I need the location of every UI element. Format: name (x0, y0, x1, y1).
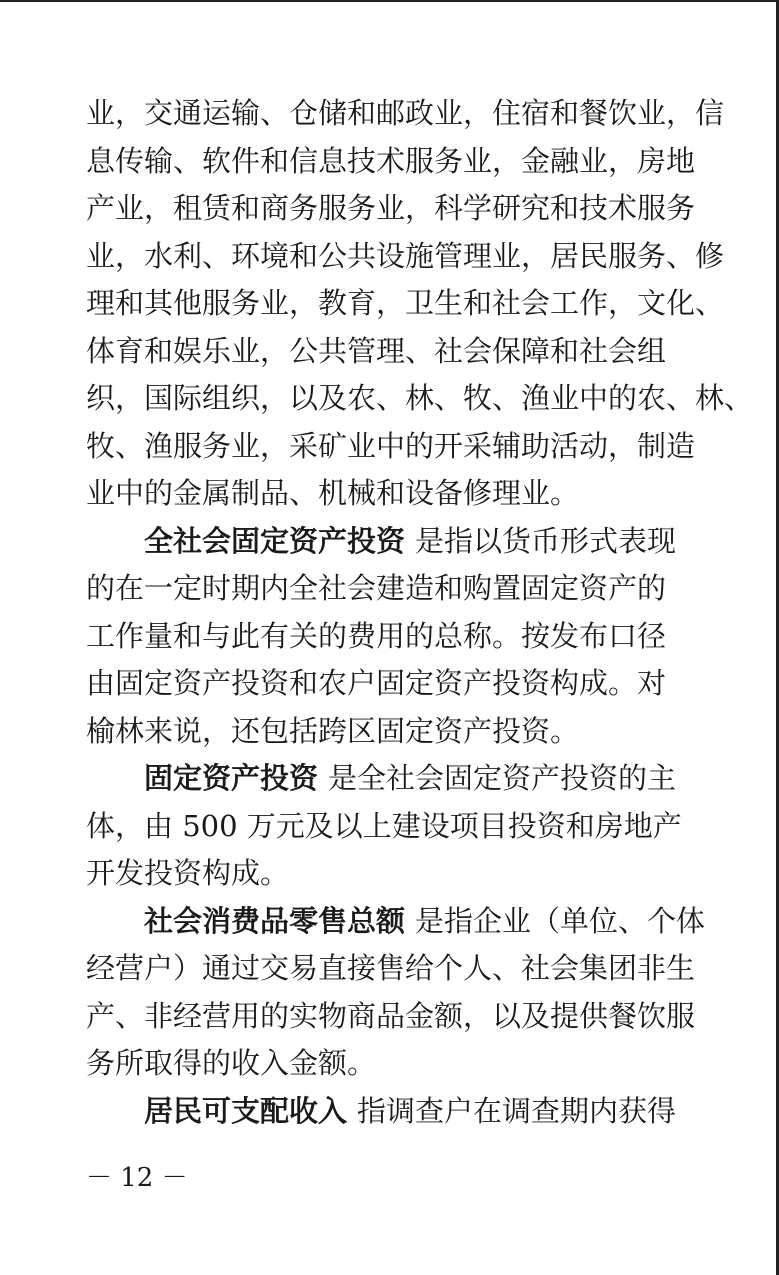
page-body (86, 90, 754, 1135)
definition-term: 固定资产投资 (144, 761, 319, 795)
text-line: 经营户）通过交易直接售给个人、社会集团非生 (86, 951, 696, 985)
definition-text: 是指以货币形式表现 (415, 523, 677, 558)
definition-paragraph (86, 755, 692, 898)
text-line: 牧、渔服务业，采矿业中的开采辅助活动，制造 (86, 428, 696, 463)
text-line: 业，水利、环境和公共设施管理业，居民服务、修 (86, 238, 725, 273)
text-line: 工作量和与此有关的费用的总称。按发布口径 (86, 618, 667, 653)
text-line: 开发投资构成。 (86, 856, 290, 890)
definition-term: 全社会固定资产投资 (144, 523, 406, 558)
text-line: 体，由 500 万元及以上建设项目投资和房地产 (86, 808, 682, 843)
definition-first-line (86, 1088, 692, 1136)
page-top-edge (0, 0, 779, 2)
definition-term: 居民可支配收入 (144, 1093, 348, 1128)
text-line: 的在一定时期内全社会建造和购置固定资产的 (86, 571, 667, 605)
definition-text: 是全社会固定资产投资的主 (328, 761, 677, 795)
text-line: 产、非经营用的实物商品金额，以及提供餐饮服 (86, 998, 696, 1033)
definition-first-line (86, 518, 692, 566)
definition-text: 是指企业（单位、个体 (415, 903, 706, 938)
definition-paragraph (86, 1088, 692, 1136)
definition-term: 社会消费品零售总额 (144, 903, 406, 938)
paragraph-continuation (86, 90, 754, 518)
definition-paragraph (86, 518, 692, 756)
definition-text: 指调查户在调查期内获得 (357, 1093, 677, 1128)
text-line: 务所取得的收入金额。 (86, 1046, 377, 1080)
page-number: － 12 － (86, 1163, 188, 1193)
text-line: 息传输、软件和信息技术服务业，金融业，房地 (86, 143, 696, 178)
definition-paragraph (86, 898, 706, 1088)
definition-first-line (86, 755, 692, 803)
text-line: 榆林来说，还包括跨区固定资产投资。 (86, 713, 580, 748)
text-line: 织，国际组织，以及农、林、牧、渔业中的农、林、 (86, 381, 754, 415)
text-line: 业，交通运输、仓储和邮政业，住宿和餐饮业，信 (86, 96, 725, 130)
text-line: 理和其他服务业，教育，卫生和社会工作，文化、 (86, 286, 725, 320)
text-line: 由固定资产投资和农户固定资产投资构成。对 (86, 666, 667, 700)
text-line: 产业，租赁和商务服务业，科学研究和技术服务 (86, 191, 696, 225)
definition-first-line (86, 898, 706, 946)
text-line: 业中的金属制品、机械和设备修理业。 (86, 476, 580, 510)
text-line: 体育和娱乐业，公共管理、社会保障和社会组 (86, 333, 667, 368)
